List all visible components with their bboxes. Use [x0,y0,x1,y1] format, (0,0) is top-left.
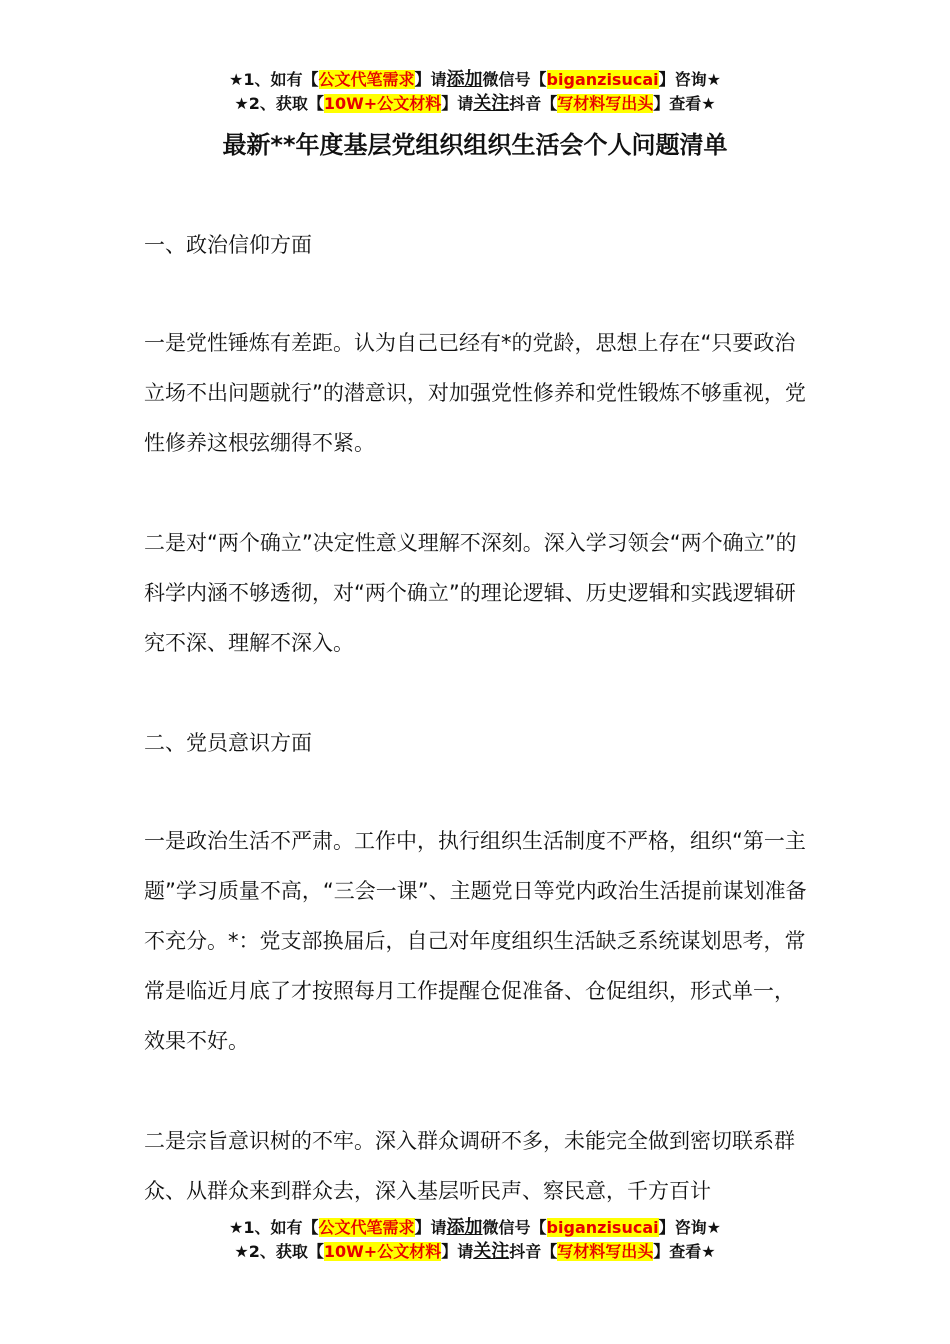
paragraph-4: 二是宗旨意识树的不牢。深入群众调研不多，未能完全做到密切联系群众、从群众来到群众去，深入基层听民声、察民意，千方百计 [144,1129,795,1203]
highlight-douyin-id: 写材料写出头 [557,1242,654,1261]
promo-line-1: ★1、如有【公文代笔需求】请添加微信号【biganzisucai】咨询★ [229,1217,721,1238]
emphasis-follow: 关注 [473,93,510,114]
emphasis-add: 添加 [446,69,483,90]
paragraph-2: 二是对“两个确立”决定性意义理解不深刻。深入学习领会“两个确立”的科学内涵不够透彻，对“两个确立”的理论逻辑、历史逻辑和实践逻辑研究不深、理解不深入。 [144,531,797,655]
section-heading-2: 二、党员意识方面 [144,731,312,755]
promo-line-1: ★1、如有【公文代笔需求】请添加微信号【biganzisucai】咨询★ [229,69,721,90]
document-title: 最新**年度基层党组织组织生活会个人问题清单 [222,131,728,159]
emphasis-follow: 关注 [473,1241,510,1262]
section-heading-1: 一、政治信仰方面 [144,233,312,257]
highlight-service: 公文代笔需求 [318,1218,415,1237]
highlight-materials: 10W+公文材料 [323,94,442,113]
emphasis-add: 添加 [446,1217,483,1238]
promo-line-2: ★2、获取【10W+公文材料】请关注抖音【写材料写出头】查看★ [234,93,716,114]
paragraph-1: 一是党性锤炼有差距。认为自己已经有*的党龄，思想上存在“只要政治立场不出问题就行”的潜意识，对加强党性修养和党性锻炼不够重视，党性修养这根弦绷得不紧。 [144,331,806,455]
highlight-douyin-id: 写材料写出头 [557,94,654,113]
promo-line-2: ★2、获取【10W+公文材料】请关注抖音【写材料写出头】查看★ [234,1241,716,1262]
highlight-wechat-id: biganzisucai [546,1218,659,1237]
promo-banner-top [0,68,950,116]
promo-banner-bottom [0,1216,950,1264]
highlight-materials: 10W+公文材料 [323,1242,442,1261]
highlight-service: 公文代笔需求 [318,70,415,89]
highlight-wechat-id: biganzisucai [546,70,659,89]
paragraph-3: 一是政治生活不严肃。工作中，执行组织生活制度不严格，组织“第一主题”学习质量不高，“三会一课”、主题党日等党内政治生活提前谋划准备不充分。*：党支部换届后，自己对年度组织生活缺乏系统谋划思考，常常是临近月底了才按照每月工作提醒仓促准备、仓促组织，形式单一，效果不好。 [144,829,807,1053]
